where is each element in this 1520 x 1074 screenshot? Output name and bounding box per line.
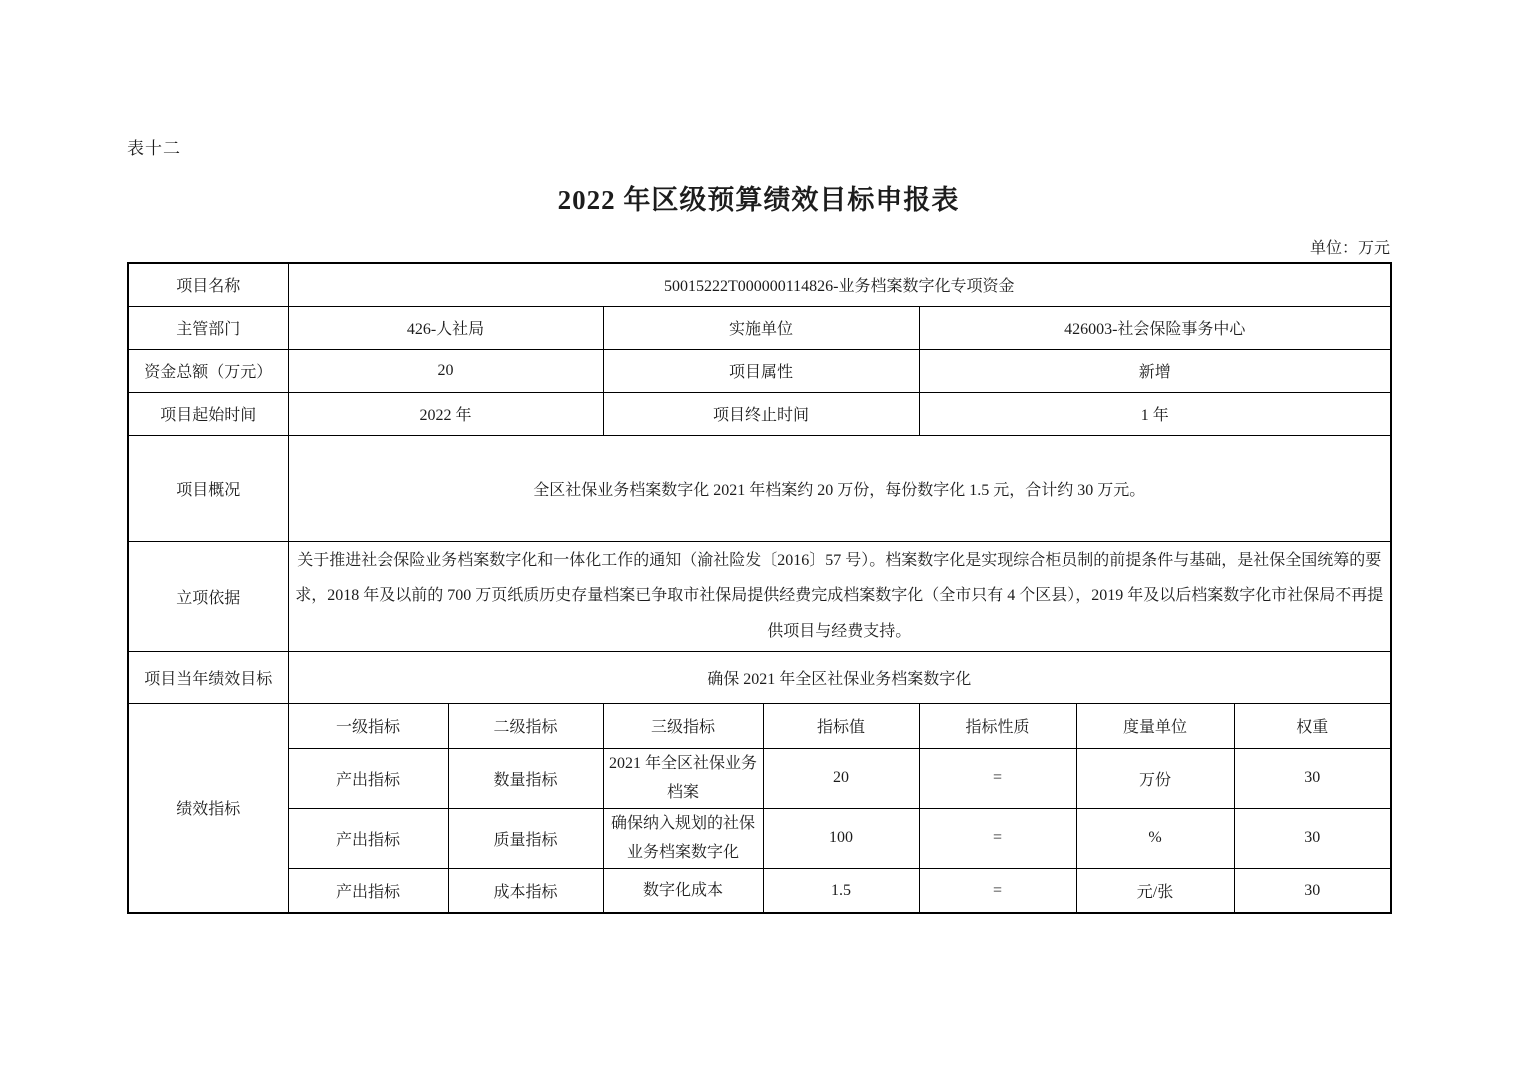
level2-indicator: 数量指标 <box>448 748 603 808</box>
indicator-nature: = <box>919 868 1076 913</box>
header-level2: 二级指标 <box>448 703 603 748</box>
indicator-nature: = <box>919 748 1076 808</box>
basis-value: 关于推进社会保险业务档案数字化和一体化工作的通知（渝社险发〔2016〕57 号）。档案数字化是实现综合柜员制的前提条件与基础，是社保全国统筹的要求，2018 年及以前的 700 万页纸质历史存量档案已争取市社保局提供经费完成档案数字化（全市只有 4 个区县），2019 年及以后档案数字化市社保局不再提供项目与经费支持。 <box>288 541 1391 651</box>
level2-indicator: 成本指标 <box>448 868 603 913</box>
indicator-value: 1.5 <box>763 868 919 913</box>
overview-label: 项目概况 <box>128 435 288 541</box>
budget-performance-form-table <box>127 262 1392 914</box>
implementing-unit-value: 426003-社会保险事务中心 <box>919 306 1391 349</box>
row-project-basis <box>128 541 1391 651</box>
row-project-name <box>128 263 1391 306</box>
total-fund-value: 20 <box>288 349 603 392</box>
level3-indicator: 确保纳入规划的社保业务档案数字化 <box>603 808 763 868</box>
header-measure-unit: 度量单位 <box>1076 703 1234 748</box>
project-name-value: 50015222T000000114826-业务档案数字化专项资金 <box>288 263 1391 306</box>
end-time-label: 项目终止时间 <box>603 392 919 435</box>
header-level1: 一级指标 <box>288 703 448 748</box>
project-attribute-label: 项目属性 <box>603 349 919 392</box>
department-value: 426-人社局 <box>288 306 603 349</box>
indicator-row-quantity <box>128 748 1391 808</box>
measure-unit: % <box>1076 808 1234 868</box>
header-indicator-value: 指标值 <box>763 703 919 748</box>
row-indicator-headers <box>128 703 1391 748</box>
department-label: 主管部门 <box>128 306 288 349</box>
indicator-row-quality <box>128 808 1391 868</box>
annual-goal-value: 确保 2021 年全区社保业务档案数字化 <box>288 651 1391 703</box>
level1-indicator: 产出指标 <box>288 868 448 913</box>
page-title: 2022 年区级预算绩效目标申报表 <box>557 185 960 215</box>
measure-unit: 万份 <box>1076 748 1234 808</box>
basis-label: 立项依据 <box>128 541 288 651</box>
row-department <box>128 306 1391 349</box>
row-total-fund <box>128 349 1391 392</box>
header-level3: 三级指标 <box>603 703 763 748</box>
level3-indicator: 数字化成本 <box>603 868 763 913</box>
implementing-unit-label: 实施单位 <box>603 306 919 349</box>
indicator-value: 100 <box>763 808 919 868</box>
project-attribute-value: 新增 <box>919 349 1391 392</box>
level2-indicator: 质量指标 <box>448 808 603 868</box>
row-annual-goal <box>128 651 1391 703</box>
start-time-label: 项目起始时间 <box>128 392 288 435</box>
performance-indicator-section-label: 绩效指标 <box>128 703 288 913</box>
weight: 30 <box>1234 868 1391 913</box>
indicator-row-cost <box>128 868 1391 913</box>
header-indicator-nature: 指标性质 <box>919 703 1076 748</box>
indicator-value: 20 <box>763 748 919 808</box>
measure-unit: 元/张 <box>1076 868 1234 913</box>
start-time-value: 2022 年 <box>288 392 603 435</box>
project-name-label: 项目名称 <box>128 263 288 306</box>
unit-note: 单位：万元 <box>1309 240 1390 257</box>
header-weight: 权重 <box>1234 703 1391 748</box>
total-fund-label: 资金总额（万元） <box>128 349 288 392</box>
row-project-overview <box>128 435 1391 541</box>
level3-indicator: 2021 年全区社保业务档案 <box>603 748 763 808</box>
row-project-dates <box>128 392 1391 435</box>
table-number-tag: 表十二 <box>127 139 181 158</box>
indicator-nature: = <box>919 808 1076 868</box>
end-time-value: 1 年 <box>919 392 1391 435</box>
level1-indicator: 产出指标 <box>288 808 448 868</box>
annual-goal-label: 项目当年绩效目标 <box>128 651 288 703</box>
weight: 30 <box>1234 808 1391 868</box>
overview-value: 全区社保业务档案数字化 2021 年档案约 20 万份，每份数字化 1.5 元，合计约 30 万元。 <box>288 435 1391 541</box>
weight: 30 <box>1234 748 1391 808</box>
level1-indicator: 产出指标 <box>288 748 448 808</box>
